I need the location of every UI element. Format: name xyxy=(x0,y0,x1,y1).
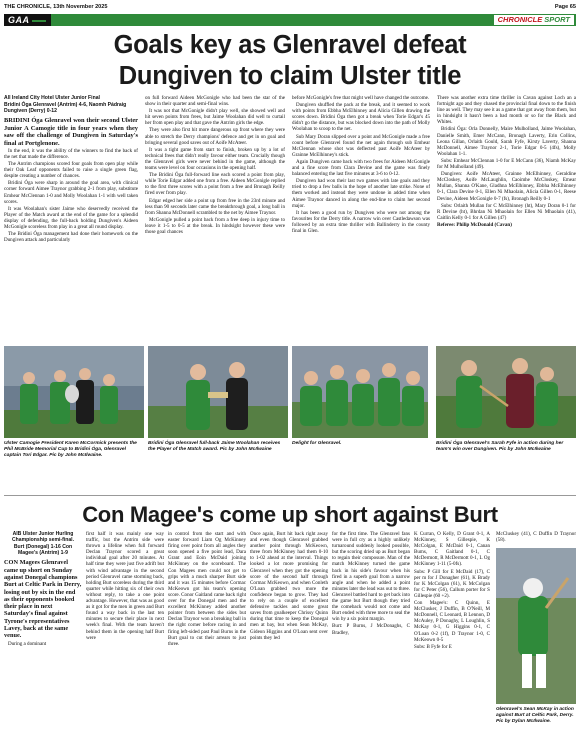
second-headline: Con Magee's come up short against Burt xyxy=(82,502,498,527)
story1-column-4: There was another extra time thriller in Cavan against Loch an a fortnight ago and they chased the provincial final down to the finish line as well. They may see it as a game that got away from them, but in hindsight it hasn't been a bad month or so for the Black and Whites. Bridini Óga: Orla Donnelly, Maire Mulholland, Jaime Woolahan, Danielle Smith, Emer McCann, Bronagh Laverty, Erin Collins, Leona Gillan, Orlaith Gould, Sarah Fyfe, Kirsty Laverty, Shanna McDonnell, Aimee Traynor 2-1, Torie Edgar 0-5 (4fs), Molly Woolahan 1-1. Subs: Emhear McClennan 1-0 for E McCann (36), Niamh McKay for M Mulholland (49). Dungiven: Aoife McAteer, Grainne McElhinney, Geraldine McCloskey, Aoife McLaughlin, Caoimhe McCloskey, Emear Mullan, Shanna O'Kane, Gladhna McElhinney, Ebbha McElhinney 0-1, Clara Devine 0-1, Ellen Ni Mhaolain, Alicia Gillen 0-1, Reese Devine, Aideen McGonigle 0-7 (fs), Bronagh Reilly 0-1 Subs: Orlaith Mullan for C McElhinney (ht), Mary Doran 0-1 for R Devine (ht), Bhrdan Ni Mhaolain for Ellen Ni Mhaolain (41), Caitlin Kelly 0-1 for A Gillen (47) Referee: Philip McDonald (Cavan) xyxy=(437,95,576,228)
story2-column-2: first half it was mainly one way traffic, but the Antrim side were thrown a lifeline when full forward Declan Traynor scored a great individual goal after 20 minutes. At half time they were just five adrift but with wind advantage in the second period Glenravel came storming back, holding Burt scoreless during the third quarter while hitting six of their own without reply, to take a one point advantage. However, that was as good as it got for the men in green and Burt found a way back in the last ten minutes to secure their place in next week's final. With the team haven't behind them in the opening half Burt were xyxy=(86,531,164,641)
gaa-logo: GAA xyxy=(4,14,51,26)
team-list-glenravel: Bridini Óga: Orla Donnelly, Maire Mulholland, Jaime Woolahan, Danielle Smith, Emer McCann, Bronagh Laverty, Erin Collins, Leona Gillan, Orlaith Gould, Sarah Fyfe, Kirsty Laverty, Shanna McDonnell, Aimee Traynor 2-1, Torie Edgar 0-5 (4fs), Molly Woolahan 1-1. xyxy=(437,126,576,157)
masthead-date: THE CHRONICLE, 13th November 2025 xyxy=(4,4,108,10)
photo-team-delight xyxy=(292,346,428,438)
photo-cup-presentation xyxy=(4,346,144,438)
lead-paragraph: BRIDINI Óga Glenravel won their second Ulster Junior A Camogie title in four years when they saw off the challenge of Dungiven in Saturday's final at Portglenone. xyxy=(4,117,138,147)
story1-column-1: All Ireland City Hotel Ulster Junior Final Bridini Óga Glenravel (Antrim) 4-6, Naomh Pádraig Dungiven (Derry) 0-12 BRIDINI Óga Glenravel won their second Ulster Junior A Camogie title in four years when they saw off the challenge of Dungiven in Saturday's final at Portglenone. In the end, it was the ability of the winners to find the back of the net that made the difference. The Antrim champions scored four goals from open play while their Oak Leaf opponents failed to raise a single green flag, despite creating a number of chances. Bridini Óga were sharp in around the goal area, with clinical corner forward Aimee Traynor grabbing 2-1 from play, substitute Emhear McClennan 1-0 and Molly Woolahan 1-1 with well taken scores. It was Woolahan's sister Jaime who deservedly received the Player of the Match award at the end of the game for a splendid display of defending, the full-back holding Dungiven's Aideen McGonigle scoreless from play in a great all round display. The Bridini Óga management had done their homework on the Dungiven attack and particularly xyxy=(4,95,138,244)
story2-column-7: McCluskey (41), C Duffin D Traynor (58). xyxy=(496,531,576,544)
caption-cup-presentation: Ulster Camogie President Karen McCormick presents the Phil McBride Memorial Cup to Bridini Óga, Glenravel captain Tori Edgar. Pic by John McIlwaine. xyxy=(4,441,137,458)
main-headline: Goals key as Glenravel defeat Dungiven to claim Ulster title xyxy=(113,31,467,90)
team-list-burt: Burt: P Burns, J McDonaghs, C Bradley, xyxy=(332,623,410,636)
story2-column-6: K Curran, O Kelly, D Grant 0-1, A McKinney, S Gillespie, K McColgan, E McDaid 0-1, Canan Bums, C Gaitland 0-1, C McDermott, R McDermott 0-1, L Og McKinney 1-11 (5-0fs). Subs: P Gill for E McDaid (17), C per m for J Donagher (61), K Brady for K McColgan (61), K McColgan for C Peter (56), Callum porter for S Gillespie (60 +2). Con Magee's: C Quinn, E McClusker, J Duffin, B O'Neill, M McDonnell, C Leonard, B Lennon, D McAuley, P Donaghy, L Loughlin, S McKay 0-1, G Higgins 0-1, C O'Loan 0-2 (1f), D Traynor 1-0, C McKeown 0-5 Subs: B Fyfe for E xyxy=(414,531,490,650)
section-bar xyxy=(4,14,576,26)
masthead xyxy=(4,2,576,12)
story2-column-1: AIB Ulster Junior Hurling Championship semi-final. Burt (Donegal) 1-16 Con Magee's (Antrim) 1-9 CON Magees Glenravel came up short on Sunday against Donegal champions Burt at Celtic Park in Derry, losing out by six in the end as their opponents booked their place in next Saturday's final against Tyrone's representatives Lavey, back at the same venue. During a dominant xyxy=(4,531,82,647)
story1-column-3: before McGonigle's free that might well have changed the outcome. Dungiven shuffled the pack at the break, and it seemed to work with points from Ebbha McElhinney and Alicia Gillen drawing the scores down. Bridini Óga then got a break when Torie Edgar's 45 didn't go the distance, but was blocked down into the path of Molly Woolahan to scoop to the net. Sub Mary Doran slipped over a point and McGonigle made a free count before Glenravel found the net again through sub Emhear McClennan whose shot was deflected past Aoife McAteer by Grainne McElhinney's stick. Again Dungiven came back with two frees for Aideen McGonigle and a fine score from Clara Devine and the game was finely balanced entering the last five minutes at 3-6 to 0-12. Dungiven had won their last two games with late goals and they tried to drop a few balls in the hope of another late strike. None of them worked and instead they were undone in added time when Aimee Traynor danced in along the end-line to claim her second major. It has been a good run by Dungiven who were not among the favourites for the Derry title. A narrow win over Castledawson was followed by an extra time thriller with Ballinderry in the county final in Glen. xyxy=(292,95,430,234)
caption-sarah-fyfe: Bridini Óga Glenravel's Sarah Fyfe in action during her team's win over Dungiven. Pic by John McIlwaine xyxy=(436,441,564,452)
story2-column-4: Once again, Burt hit back right away and even though Glenravel grabbed another point through McKeown, three from McKinney had them 0-10 to 1-02 ahead at the interval. Things looked a lot more promising for Glenravel when they got the opening score of the second half through Cormac McKeown, and when Conleth O'Loan grabbed two more the confidence began to grow. They had to rely on a couple of excellent defensive tackles and some great saves from goalkeeper Chrissy Quinn during that time to keep the Donegal men at bay, but when Sean McKay, Gideon Higgins and O'Loan sent over points they led xyxy=(250,531,328,641)
team-list-con-magees: Con Magee's: C Quinn, E McClusker, J Duffin, B O'Neill, M McDonnell, C Leonard, B Lennon, D McAuley, P Donaghy, L Loughlin, S McKay 0-1, G Higgins 0-1, C O'Loan 0-2 (1f), D Traynor 1-0, C McKeown 0-5 xyxy=(414,600,490,643)
photo-sarah-fyfe xyxy=(436,346,576,438)
caption-team-delight: Delight for Glenravel. xyxy=(292,441,342,446)
photo-player-award xyxy=(148,346,288,438)
caption-player-award: Bridini Óga Glenravel full-back Jaime Woolahan receives the Player of the Match award. Pic by John McIlwaine xyxy=(148,441,281,452)
story-divider xyxy=(4,495,576,496)
section-tag: CHRONICLE SPORT xyxy=(494,15,574,25)
photo-sean-mckay xyxy=(496,548,576,704)
story2-column-5: for the first time. The Glenravel fans were in full cry as a highly unlikely turnaround suddenly looked possible, but the scoring dried up as Burt began to regain their composure. Man of the match McKinney turned the game back in his side's favour when his fired in a superb goal from a narrow angle and when he added a point minutes later the lead was out to three. Glenravel battled hard to get back into the game but Burt though they tried the comeback would not come and Burt ended with three more to seal the win by a six point margin. Burt: P Burns, J McDonaghs, C Bradley, xyxy=(332,531,410,636)
team-list-dungiven: Dungiven: Aoife McAteer, Grainne McElhinney, Geraldine McCloskey, Aoife McLaughlin, Caoimhe McCloskey, Emear Mullan, Shanna O'Kane, Gladhna McElhinney, Ebbha McElhinney 0-1, Clara Devine 0-1, Ellen Ni Mhaolain, Alicia Gillen 0-1, Reese Devine, Aideen McGonigle 0-7 (fs), Bronagh Reilly 0-1 xyxy=(437,171,576,202)
lead-paragraph-2: CON Magees Glenravel came up short on Sunday against Donegal champions Burt at Celtic Park in Derry, losing out by six in the end as their opponents booked their place in next Saturday's final against Tyrone's representatives Lavey, back at the same venue. xyxy=(4,559,82,640)
referee: Referee: Philip McDonald (Cavan) xyxy=(437,221,512,228)
story2-column-3: in control from the start and with easter forward Liam Og McKinney firing over point from all angles they soon opened a five point lead, Dara Grant and Eoin McDaid joining McKinney on the scoreboard. The Con Magees men could not get to grips with a much sharper Burt side and it was 15 minutes before Cormac McKeown got his team's opening score. Conor Gaitland came back right over for the Donegal men and the excellent McKinney added another pointer from between the sides but Declan Traynor won a breaking ball in the right corner before racing in and firing left-sided past Paul Burns in the Burt goal to cut their arrears to just three. xyxy=(168,531,246,647)
story1-column-2: on full forward Aideen McGonigle who had been the star of the show in their quarter and semi-final wins. It was not that McGonigle didn't play well, she showed well and hit seven points from frees, but Jaime Woolahan did well to curtail her from open play and that gave the Antrim girls the edge. They were also first hit more dangerous up front where they were able to stretch the Derry champions' defence and get in on goal and bringing several good saves out of Aoife McAteer. It was a tight game from start to finish, broken up by a lot of technical frees that didn't really favour either team. Crucially though the Glenravel girls were never behind in the game, although the teams were level on four occasions in the opening half. The Bridini Óga full-forward line each scored a point from play, while Torie Edgar added one from a free. Aideen McGonigle replied to the first three scores with a point from a free and Bronagh Reilly fired over from play. Edgar edged her side a point up from free in the 23rd minute and less than 90 seconds later came the breakthrough goal, a long ball in from Shanna McDonnell scrambled to the net by Aimee Traynor. McGonigle pulled a point back from a free deep in injury time to leave it 1-5 to 0-5 at the break. In hindsight however these were those goal chances xyxy=(145,95,285,235)
page-number: Page 65 xyxy=(554,4,576,10)
caption-sean-mckay: Glenravel's Sean McKay in action against Burt at Celtic Park, Derry. Pic by Dylan McIlwaine. xyxy=(496,707,574,724)
